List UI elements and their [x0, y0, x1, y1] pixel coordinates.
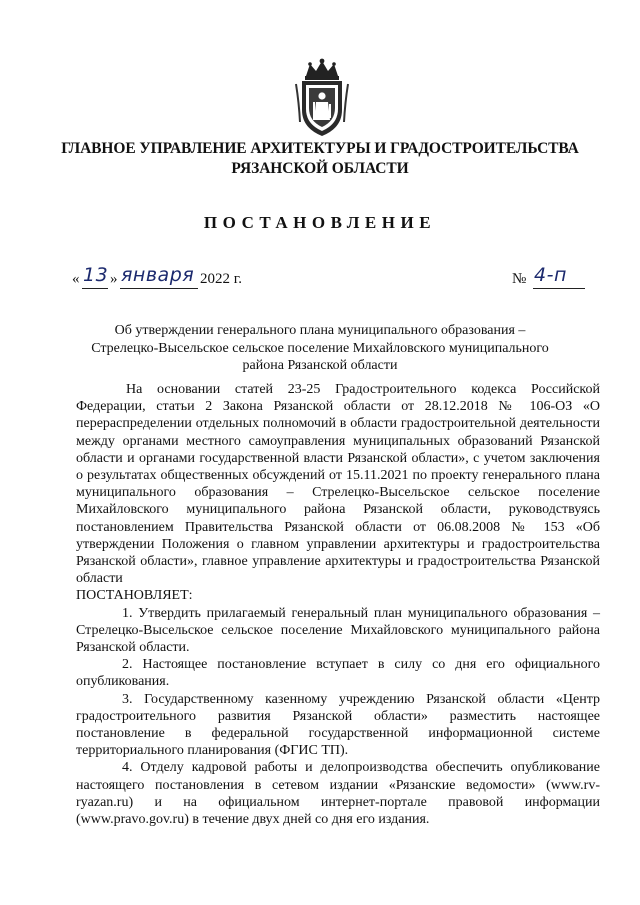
subject-line3: района Рязанской области — [242, 358, 398, 373]
document-body — [76, 381, 600, 828]
date-month-handwritten: января — [121, 264, 195, 286]
decree-item-1: 1. Утвердить прилагаемый генеральный план муниципального образования – Стрелецко-Высельское сельское поселение Михайловского муниципального района Рязанской области. — [76, 605, 600, 656]
document-number — [512, 266, 592, 292]
number-sign: № — [512, 271, 527, 287]
number-underline — [533, 288, 585, 289]
subject-line1: Об утверждении генерального плана муниципального образования – — [114, 323, 526, 338]
coat-of-arms-icon — [292, 58, 352, 138]
date-day-handwritten: 13 — [83, 264, 109, 286]
date-close-quote: » — [110, 271, 118, 287]
date-year: 2022 г. — [200, 271, 242, 287]
decree-item-2: 2. Настоящее постановление вступает в силу со дня его официального опубликования. — [76, 657, 600, 690]
number-handwritten: 4-п — [534, 264, 567, 286]
org-name-line1: ГЛАВНОЕ УПРАВЛЕНИЕ АРХИТЕКТУРЫ И ГРАДОСТРОИТЕЛЬСТВА — [61, 140, 579, 157]
subject-line2: Стрелецко-Высельское сельское поселение Михайловского муниципального — [91, 340, 549, 356]
decree-item-3: 3. Государственному казенному учреждению Рязанской области «Центр градостроительного развития Рязанской области» разместить настоящее постановление в федеральной государственной информационной системе территориального планирования (ФГИС ТП). — [76, 691, 600, 759]
decree-word: ПОСТАНОВЛЯЕТ: — [76, 588, 193, 604]
document-subject — [80, 322, 560, 375]
document-date — [72, 266, 572, 292]
date-month-underline — [120, 288, 198, 289]
document-type-title: ПОСТАНОВЛЕНИЕ — [203, 213, 437, 232]
date-day-underline — [82, 288, 108, 289]
preamble-paragraph: На основании статей 23-25 Градостроительного кодекса Российской Федерации, статьи 2 Закона Рязанской области от 28.12.2018 № 106-ОЗ «О перераспределении отдельных полномочий в области градостроительной деятельности между органами местного самоуправления муниципальных образований Рязанской области и органами государственной власти Рязанской области», с учетом заключения о результатах общественных обсуждений от 15.11.2021 по проекту генерального плана муниципального образования – Стрелецко-Высельское сельское поселение Михайловского муниципального района Рязанской области, руководствуясь постановлением Правительства Рязанской области от 06.08.2008 № 153 «Об утверждении Положения о главном управлении архитектуры и градостроительства Рязанской области», главное управление архитектуры и градостроительства Рязанской области — [76, 382, 600, 587]
decree-item-4: 4. Отделу кадровой работы и делопроизводства обеспечить опубликование настоящего постановления в сетевом издании «Рязанские ведомости» (www.rv-ryazan.ru) и на официальном интернет-портале правовой информации (www.pravo.gov.ru) в течение двух дней со дня его издания. — [76, 760, 600, 828]
org-name-line2: РЯЗАНСКОЙ ОБЛАСТИ — [231, 160, 409, 177]
date-open-quote: « — [72, 271, 80, 287]
